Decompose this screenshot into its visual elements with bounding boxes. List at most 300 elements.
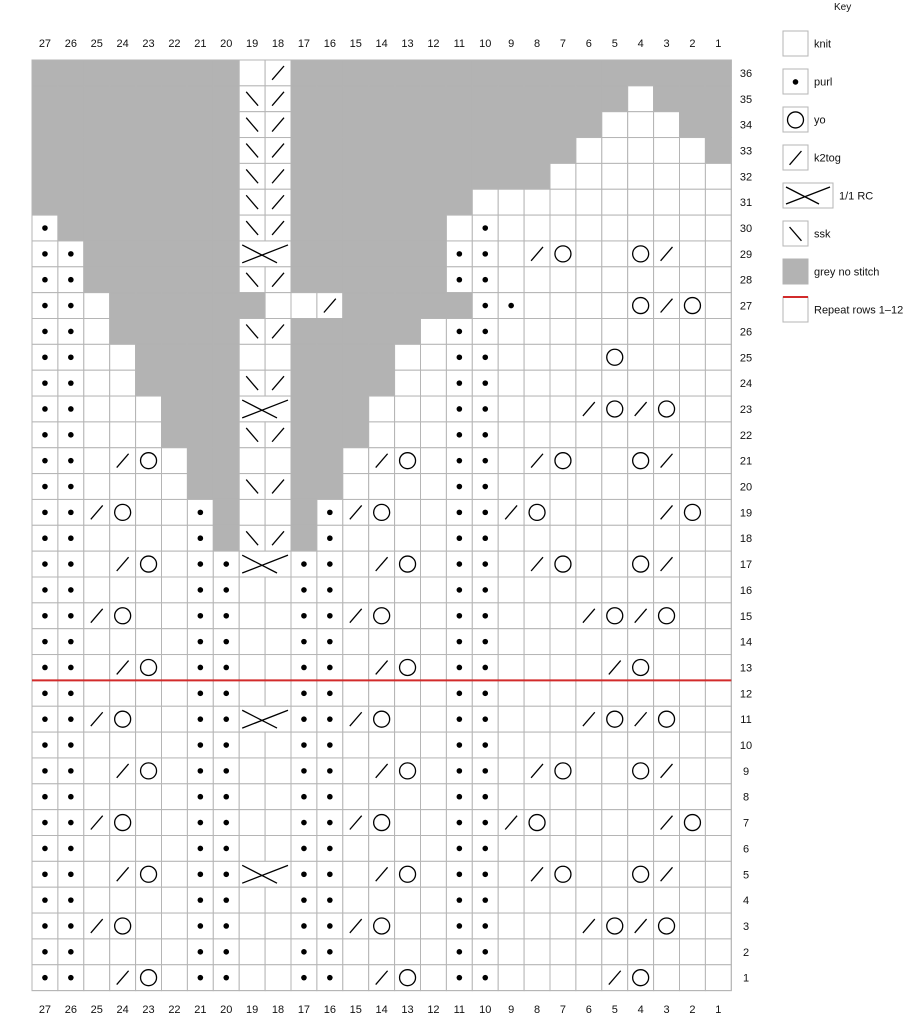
no-stitch-cell [369,138,395,164]
no-stitch-cell [291,474,317,500]
stitch-cell [421,706,447,732]
stitch-cell [421,344,447,370]
purl-stitch [42,535,48,541]
no-stitch-cell [162,422,188,448]
no-stitch-cell [550,138,576,164]
purl-stitch [42,897,48,903]
purl-stitch [457,251,463,257]
row-number: 3 [742,920,750,933]
no-stitch-cell [628,60,654,86]
purl-stitch [68,923,74,929]
column-number: 25 [90,1004,103,1016]
purl-stitch [42,277,48,283]
stitch-cell [110,913,136,939]
stitch-cell [654,344,680,370]
column-number: 12 [427,1004,440,1016]
stitch-cell [524,603,550,629]
no-stitch-cell [472,86,498,112]
stitch-cell [265,344,291,370]
no-stitch-cell [84,138,110,164]
stitch-cell [395,758,421,784]
purl-stitch [198,768,204,774]
stitch-cell [524,215,550,241]
column-number: 15 [349,1004,362,1016]
stitch-cell [602,370,628,396]
purl-stitch [327,871,333,877]
no-stitch-cell [187,422,213,448]
no-stitch-cell [110,267,136,293]
no-stitch-cell [705,86,731,112]
stitch-cell [550,344,576,370]
column-number: 10 [479,1004,492,1016]
no-stitch-cell [213,422,239,448]
no-stitch-cell [84,60,110,86]
purl-stitch [327,768,333,774]
no-stitch-cell [187,293,213,319]
stitch-cell [680,474,706,500]
purl-stitch [68,691,74,697]
purl-stitch [482,742,488,748]
stitch-cell [602,525,628,551]
stitch-cell [602,939,628,965]
stitch-cell [654,525,680,551]
no-stitch-cell [343,60,369,86]
no-stitch-cell [162,267,188,293]
chart-row [32,163,731,189]
stitch-cell [498,913,524,939]
stitch-cell [550,215,576,241]
purl-stitch [68,329,74,335]
purl-stitch [42,225,48,231]
chart-row [32,861,731,887]
stitch-cell [602,163,628,189]
stitch-cell [602,189,628,215]
purl-stitch [457,510,463,516]
no-stitch-cell [110,112,136,138]
stitch-cell [628,784,654,810]
no-stitch-cell [187,267,213,293]
purl-stitch [42,820,48,826]
no-stitch-cell [110,215,136,241]
no-stitch-cell [421,60,447,86]
no-stitch-cell [421,138,447,164]
stitch-cell [84,448,110,474]
column-number: 17 [297,1004,311,1016]
stitch-cell [628,112,654,138]
purl-stitch [301,716,307,722]
purl-stitch [457,923,463,929]
purl-stitch [482,768,488,774]
stitch-cell [162,474,188,500]
stitch-cell [239,810,265,836]
no-stitch-cell [317,319,343,345]
purl-stitch [198,691,204,697]
purl-stitch [327,794,333,800]
purl-stitch [198,923,204,929]
stitch-cell [84,758,110,784]
purl-stitch [482,794,488,800]
stitch-cell [550,784,576,810]
stitch-cell [680,655,706,681]
no-stitch-cell [291,422,317,448]
stitch-cell [498,525,524,551]
stitch-cell [84,319,110,345]
stitch-cell [239,499,265,525]
stitch-cell [550,163,576,189]
row-number: 13 [739,662,753,675]
row-number: 33 [739,145,753,158]
stitch-cell [343,861,369,887]
purl-stitch [457,458,463,464]
stitch-cell [680,293,706,319]
stitch-cell [550,474,576,500]
purl-stitch [68,432,74,438]
purl-stitch [457,380,463,386]
stitch-cell [84,732,110,758]
purl-stitch [223,561,229,567]
stitch-cell [705,319,731,345]
stitch-cell [369,680,395,706]
stitch-cell [395,525,421,551]
stitch-cell [576,861,602,887]
stitch-cell [680,138,706,164]
stitch-cell [576,293,602,319]
purl-stitch [68,406,74,412]
stitch-cell [498,629,524,655]
stitch-cell [239,732,265,758]
no-stitch-cell [58,60,84,86]
chart-row [32,344,731,370]
no-stitch-cell [213,448,239,474]
purl-stitch [42,354,48,360]
no-stitch-cell [343,293,369,319]
no-stitch-cell [162,138,188,164]
stitch-cell [343,655,369,681]
column-number: 4 [637,1004,644,1016]
stitch-cell [524,422,550,448]
no-stitch-cell [524,60,550,86]
stitch-cell [705,732,731,758]
stitch-cell [265,603,291,629]
legend-entry-knit [783,31,831,56]
purl-stitch [327,535,333,541]
stitch-cell [524,732,550,758]
stitch-cell [498,861,524,887]
purl-stitch [457,897,463,903]
no-stitch-cell [291,448,317,474]
stitch-cell [602,810,628,836]
chart-row [32,370,731,396]
stitch-cell [110,603,136,629]
no-stitch-cell [680,60,706,86]
stitch-cell [680,525,706,551]
stitch-cell [576,577,602,603]
no-stitch-cell [187,474,213,500]
stitch-cell [628,241,654,267]
stitch-cell [84,577,110,603]
stitch-cell [110,887,136,913]
no-stitch-cell [498,60,524,86]
stitch-cell [239,60,265,86]
no-stitch-cell [291,396,317,422]
no-stitch-cell [705,60,731,86]
purl-stitch [68,820,74,826]
purl-stitch [301,897,307,903]
stitch-cell [550,319,576,345]
no-stitch-cell [472,112,498,138]
stitch-cell [680,499,706,525]
purl-stitch [457,406,463,412]
stitch-cell [705,344,731,370]
stitch-cell [654,784,680,810]
stitch-cell [136,836,162,862]
stitch-cell [524,370,550,396]
stitch-cell [680,189,706,215]
stitch-cell [705,189,731,215]
stitch-cell [550,629,576,655]
stitch-cell [421,448,447,474]
row-number: 32 [739,171,753,184]
stitch-cell [136,913,162,939]
stitch-cell [421,577,447,603]
no-stitch-cell [162,241,188,267]
column-number: 27 [38,1004,52,1016]
no-stitch-cell [369,293,395,319]
purl-stitch [327,923,333,929]
stitch-cell [628,577,654,603]
row-number: 25 [739,352,753,365]
purl-stitch [482,406,488,412]
stitch-cell [576,474,602,500]
stitch-cell [576,344,602,370]
stitch-cell [576,655,602,681]
stitch-cell [628,138,654,164]
chart-row [32,525,731,551]
no-stitch-cell [395,241,421,267]
purl-stitch [198,561,204,567]
stitch-cell [84,525,110,551]
stitch-cell [136,396,162,422]
purl-stitch [482,923,488,929]
no-stitch-cell [498,86,524,112]
stitch-cell [498,603,524,629]
no-stitch-cell [187,344,213,370]
stitch-cell [680,965,706,991]
stitch-cell [84,551,110,577]
no-stitch-cell [162,189,188,215]
no-stitch-cell [291,525,317,551]
row-number: 6 [742,843,750,856]
stitch-cell [395,655,421,681]
no-stitch-cell [524,163,550,189]
stitch-cell [84,344,110,370]
stitch-cell [628,758,654,784]
purl-stitch [327,639,333,645]
stitch-cell [498,267,524,293]
stitch-cell [110,344,136,370]
no-stitch-cell [162,215,188,241]
no-stitch-cell [343,189,369,215]
purl-stitch [482,897,488,903]
stitch-cell [162,887,188,913]
purl-stitch [327,949,333,955]
purl-stitch [68,639,74,645]
column-number: 6 [585,1004,592,1016]
column-number: 18 [271,1004,285,1016]
stitch-cell [576,525,602,551]
no-stitch-cell [317,138,343,164]
column-number: 13 [401,38,414,50]
purl-stitch [223,768,229,774]
purl-stitch [198,794,204,800]
no-stitch-cell [136,319,162,345]
no-stitch-cell [472,138,498,164]
no-stitch-cell [110,60,136,86]
purl-stitch [42,587,48,593]
purl-stitch [793,79,799,85]
stitch-cell [705,706,731,732]
purl-stitch [457,716,463,722]
purl-stitch [198,949,204,955]
purl-stitch [42,949,48,955]
purl-stitch [68,277,74,283]
column-number: 1 [715,38,722,50]
stitch-cell [395,965,421,991]
key-title: Key [834,2,852,13]
stitch-cell [628,448,654,474]
purl-stitch [42,380,48,386]
no-stitch-cell [32,86,58,112]
stitch-cell [602,319,628,345]
stitch-cell [369,396,395,422]
stitch-cell [602,267,628,293]
column-number: 25 [90,38,103,50]
column-number: 6 [585,38,592,50]
stitch-cell [654,112,680,138]
purl-stitch [482,561,488,567]
no-stitch-cell [84,112,110,138]
no-stitch-cell [524,138,550,164]
no-stitch-cell [654,86,680,112]
stitch-cell [265,655,291,681]
stitch-cell [162,810,188,836]
row-number: 28 [739,274,753,287]
stitch-cell [265,293,291,319]
stitch-cell [239,448,265,474]
stitch-cell [136,629,162,655]
purl-stitch [482,975,488,981]
stitch-cell [550,241,576,267]
no-stitch-cell [472,60,498,86]
no-stitch-cell [162,370,188,396]
purl-stitch [42,406,48,412]
no-stitch-cell [136,293,162,319]
purl-stitch [198,639,204,645]
stitch-cell [576,448,602,474]
stitch-cell [265,913,291,939]
stitch-cell [498,680,524,706]
stitch-cell [680,448,706,474]
purl-stitch [68,458,74,464]
no-stitch-cell [213,499,239,525]
stitch-cell [654,138,680,164]
stitch-cell [84,629,110,655]
chart-row [32,706,731,732]
stitch-cell [654,913,680,939]
stitch-cell [162,861,188,887]
stitch-cell [343,680,369,706]
stitch-cell [680,732,706,758]
no-stitch-cell [705,112,731,138]
no-stitch-cell [395,215,421,241]
no-stitch-cell [550,112,576,138]
stitch-cell [576,138,602,164]
column-number: 22 [168,1004,181,1016]
no-stitch-cell [472,163,498,189]
stitch-cell [162,836,188,862]
stitch-cell [136,499,162,525]
stitch-cell [110,396,136,422]
no-stitch-cell [187,319,213,345]
no-stitch-cell [395,60,421,86]
row-number: 15 [739,610,753,623]
stitch-cell [524,810,550,836]
purl-stitch [42,794,48,800]
column-number: 7 [559,1004,567,1016]
stitch-cell [239,887,265,913]
stitch-cell [550,732,576,758]
stitch-cell [628,551,654,577]
stitch-cell [680,629,706,655]
stitch-cell [628,293,654,319]
purl-stitch [68,742,74,748]
no-stitch-cell [213,370,239,396]
no-stitch-cell [162,60,188,86]
stitch-cell [705,241,731,267]
purl-stitch [457,794,463,800]
no-stitch-cell [421,189,447,215]
chart-row [32,577,731,603]
stitch-cell [395,784,421,810]
stitch-cell [550,603,576,629]
purl-stitch [457,484,463,490]
stitch-cell [421,913,447,939]
stitch-cell [265,810,291,836]
stitch-cell [162,758,188,784]
chart-row [32,112,731,138]
stitch-cell [136,422,162,448]
purl-stitch [508,303,514,309]
purl-stitch [482,303,488,309]
stitch-cell [602,422,628,448]
no-stitch-cell [343,370,369,396]
purl-stitch [223,639,229,645]
no-stitch-cell [395,189,421,215]
purl-stitch [68,897,74,903]
stitch-cell [84,887,110,913]
row-number: 23 [739,403,753,416]
purl-stitch [223,716,229,722]
purl-stitch [198,846,204,852]
stitch-cell [136,474,162,500]
no-stitch-cell [343,163,369,189]
stitch-cell [628,499,654,525]
no-stitch-cell [317,60,343,86]
no-stitch-cell [84,163,110,189]
chart-row [32,836,731,862]
purl-stitch [42,561,48,567]
no-stitch-cell [446,60,472,86]
